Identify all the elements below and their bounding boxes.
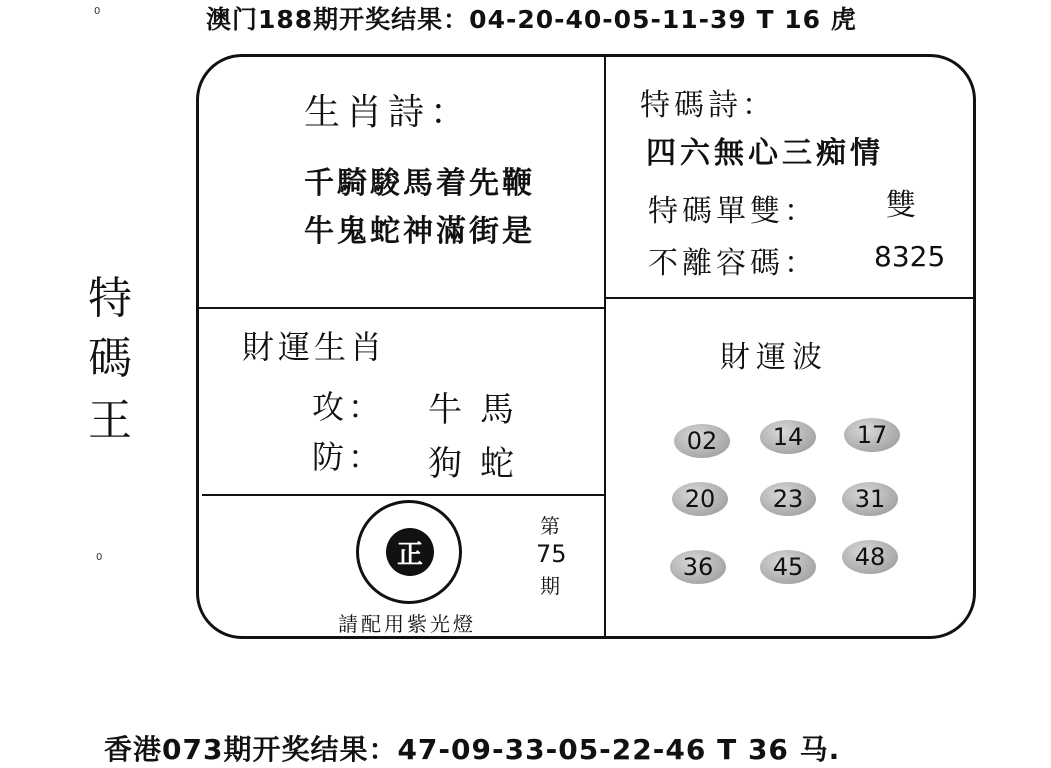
seal-center-char: 正 <box>386 528 434 576</box>
macau-result-headline: 澳门188期开奖结果：04-20-40-05-11-39 T 16 虎 <box>206 5 857 34</box>
wave-ball: 14 <box>760 420 816 454</box>
issue-prefix: 第 <box>540 514 560 538</box>
constant-number-value: 8325 <box>874 240 946 273</box>
issue-suffix: 期 <box>540 574 560 598</box>
special-poem-line: 四六無心三痴情 <box>646 136 884 171</box>
zodiac-poem-title: 生肖詩： <box>304 92 473 133</box>
wave-ball: 45 <box>760 550 816 584</box>
zodiac-poem-line-2: 牛鬼蛇神滿街是 <box>304 214 535 249</box>
board-divider-right <box>605 297 974 299</box>
special-poem-title: 特碼詩： <box>640 88 776 123</box>
side-title-char-2: 碼 <box>88 333 132 384</box>
wave-ball: 17 <box>844 418 900 452</box>
margin-mark-top: 0 <box>94 6 101 17</box>
attack-value: 牛馬 <box>428 390 532 430</box>
wave-ball: 31 <box>842 482 898 516</box>
board-divider-vertical <box>604 56 606 638</box>
zodiac-poem-line-1: 千騎駿馬着先鞭 <box>304 166 535 201</box>
uv-light-note: 請配用紫光燈 <box>338 612 476 636</box>
fortune-wave-title: 財運波 <box>720 340 828 375</box>
side-title-char-1: 特 <box>88 273 132 324</box>
fortune-zodiac-title: 財運生肖 <box>242 328 387 366</box>
hongkong-result-headline: 香港073期开奖结果：47-09-33-05-22-46 T 36 马. <box>104 733 841 766</box>
board-divider-left-2 <box>202 494 605 496</box>
board-divider-left-1 <box>199 307 605 309</box>
wave-ball: 20 <box>672 482 728 516</box>
attack-label: 攻： <box>312 388 385 426</box>
margin-mark-bottom: 0 <box>96 552 103 563</box>
constant-number-label: 不離容碼： <box>648 246 818 281</box>
odd-even-label: 特碼單雙： <box>648 194 818 229</box>
wave-ball: 23 <box>760 482 816 516</box>
issue-number: 75 <box>536 540 567 568</box>
side-title-char-3: 王 <box>88 395 132 446</box>
odd-even-value: 雙 <box>886 188 920 223</box>
defend-label: 防： <box>312 438 385 476</box>
wave-ball: 36 <box>670 550 726 584</box>
defend-value: 狗蛇 <box>428 444 532 484</box>
wave-ball: 02 <box>674 424 730 458</box>
wave-ball: 48 <box>842 540 898 574</box>
